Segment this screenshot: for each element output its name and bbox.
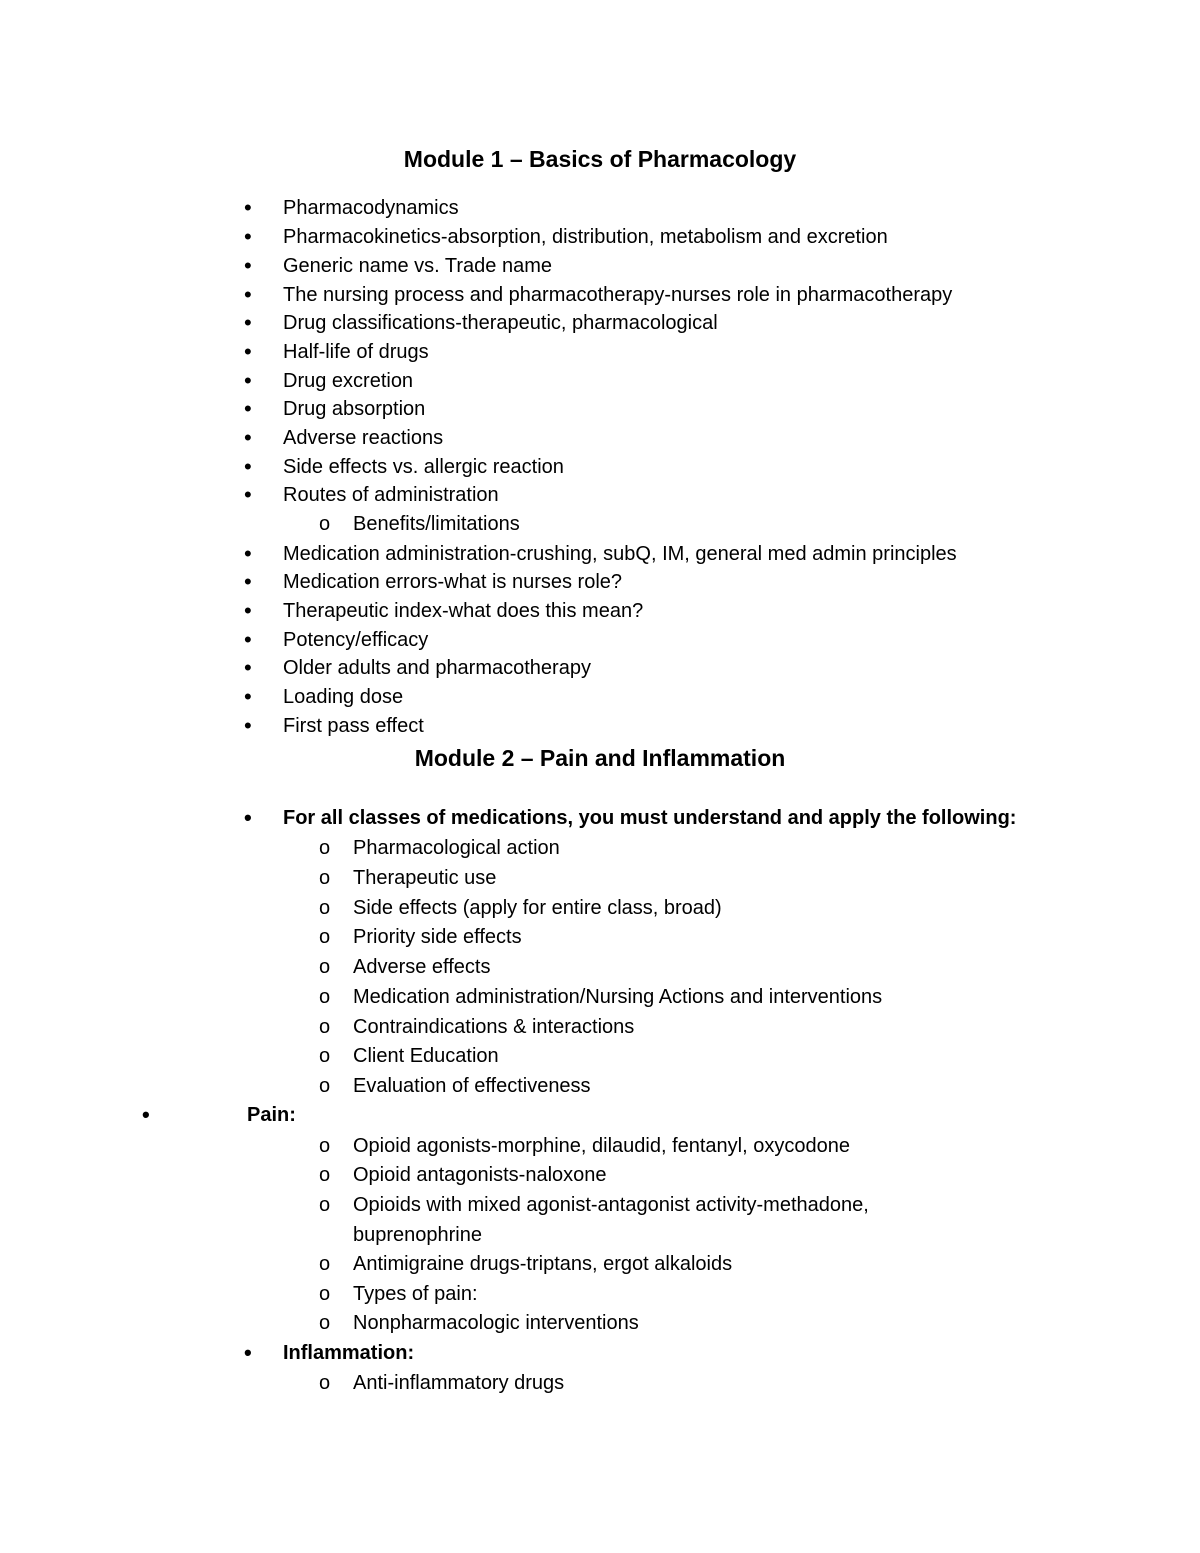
list-item [0,280,1200,310]
sub-list-item [0,982,1200,1012]
bullet-marker: • [244,368,252,393]
list-item-text: Pharmacokinetics-absorption, distribution, metabolism and excretion [283,226,888,248]
list-item [0,423,1200,453]
list-item-text: buprenophrine [353,1224,482,1246]
sub-list-item [0,863,1200,893]
list-item-text: Medication administration/Nursing Actions and interventions [353,986,883,1008]
list-item-text: Older adults and pharmacotherapy [283,657,591,679]
bullet-marker: • [244,598,252,623]
bullet-marker: • [244,684,252,709]
list-item-text: Inflammation: [283,1342,415,1364]
sub-list-item [0,833,1200,863]
circle-marker: o [319,897,331,919]
circle-marker: o [319,1372,331,1394]
list-item-text: Opioids with mixed agonist-antagonist activity-methadone, [353,1194,869,1216]
list-item [0,539,1200,569]
bullet-marker: • [244,396,252,421]
list-item [0,222,1200,252]
sub-list-item [0,1071,1200,1101]
list-item-text: The nursing process and pharmacotherapy-nurses role in pharmacotherapy [283,284,953,306]
bullet-marker: • [244,282,252,307]
bullet-marker: • [244,1340,252,1365]
list-item [0,394,1200,424]
list-item-text: Nonpharmacologic interventions [353,1312,639,1334]
list-item-text: Client Education [353,1045,499,1067]
bullet-marker: • [244,310,252,335]
list-item-text: Drug absorption [283,398,426,420]
sub-list-item [0,1368,1200,1398]
bullet-marker: • [142,1102,150,1127]
circle-marker: o [319,1283,331,1305]
list-item [0,308,1200,338]
circle-marker: o [319,837,331,859]
bullet-marker: • [244,713,252,738]
list-item [0,337,1200,367]
list-item-text: Antimigraine drugs-triptans, ergot alkaloids [353,1253,733,1275]
list-item-text: Loading dose [283,686,404,708]
bullet-marker: • [244,454,252,479]
sub-list-item [0,509,1200,539]
sub-list-item [0,1041,1200,1071]
circle-marker: o [319,1016,331,1038]
list-item [0,366,1200,396]
circle-marker: o [319,1253,331,1275]
list-item [0,251,1200,281]
list-item [0,1338,1200,1368]
circle-marker: o [319,1045,331,1067]
list-item-text: Opioid agonists-morphine, dilaudid, fentanyl, oxycodone [353,1135,850,1157]
list-item [0,803,1200,833]
list-item-text: Therapeutic use [353,867,497,889]
sub-list-item [0,952,1200,982]
list-item [0,711,1200,741]
list-item [0,653,1200,683]
sub-list-item [0,1279,1200,1309]
list-item [0,682,1200,712]
list-item [0,452,1200,482]
list-item-text: Generic name vs. Trade name [283,255,553,277]
circle-marker: o [319,867,331,889]
bullet-marker: • [244,224,252,249]
list-item-text: Evaluation of effectiveness [353,1075,591,1097]
list-item-text: Side effects (apply for entire class, broad) [353,897,722,919]
circle-marker: o [319,926,331,948]
bullet-marker: • [244,253,252,278]
bullet-marker: • [244,569,252,594]
list-item-text: Therapeutic index-what does this mean? [283,600,644,622]
list-item-text: First pass effect [283,715,424,737]
bullet-marker: • [244,541,252,566]
bullet-marker: • [244,805,252,830]
list-item-text: Pharmacodynamics [283,197,459,219]
list-item-text: Adverse effects [353,956,491,978]
sub-list-item [0,893,1200,923]
list-item-text: Medication administration-crushing, subQ, IM, general med admin principles [283,543,957,565]
list-item [0,480,1200,510]
sub-list-item [0,1160,1200,1190]
list-item-text: Side effects vs. allergic reaction [283,456,564,478]
circle-marker: o [319,513,331,535]
sub-list-item [0,1308,1200,1338]
circle-marker: o [319,1164,331,1186]
list-item-text: Drug classifications-therapeutic, pharmacological [283,312,718,334]
sub-list-item [0,1249,1200,1279]
list-item-text: For all classes of medications, you must understand and apply the following: [283,807,1017,829]
list-item-text: Potency/efficacy [283,629,429,651]
list-item-text: Types of pain: [353,1283,478,1305]
sub-list-item [0,1012,1200,1042]
list-item [0,596,1200,626]
module-1-heading: Module 1 – Basics of Pharmacology [403,146,797,172]
sub-list-item [0,922,1200,952]
list-item-text: Pain: [247,1104,296,1126]
circle-marker: o [319,1135,331,1157]
list-item-text: Adverse reactions [283,427,444,449]
circle-marker: o [319,956,331,978]
list-item-text: Drug excretion [283,370,414,392]
list-item-text: Routes of administration [283,484,499,506]
sub-list-item-continuation [0,1220,1200,1250]
circle-marker: o [319,986,331,1008]
sub-list-item [0,1131,1200,1161]
list-item-text: Medication errors-what is nurses role? [283,571,623,593]
bullet-marker: • [244,655,252,680]
list-item-text: Opioid antagonists-naloxone [353,1164,607,1186]
list-item-text: Anti-inflammatory drugs [353,1372,565,1394]
bullet-marker: • [244,482,252,507]
list-item-text: Pharmacological action [353,837,560,859]
list-item-text: Contraindications & interactions [353,1016,635,1038]
list-item-text: Benefits/limitations [353,513,520,535]
list-item [0,193,1200,223]
circle-marker: o [319,1075,331,1097]
circle-marker: o [319,1312,331,1334]
list-item [0,625,1200,655]
bullet-marker: • [244,627,252,652]
list-item-text: Half-life of drugs [283,341,429,363]
module-2-heading: Module 2 – Pain and Inflammation [414,745,786,771]
bullet-marker: • [244,425,252,450]
list-item [0,567,1200,597]
list-item [0,1100,1200,1130]
bullet-marker: • [244,339,252,364]
bullet-marker: • [244,195,252,220]
list-item-text: Priority side effects [353,926,522,948]
circle-marker: o [319,1194,331,1216]
sub-list-item [0,1190,1200,1220]
